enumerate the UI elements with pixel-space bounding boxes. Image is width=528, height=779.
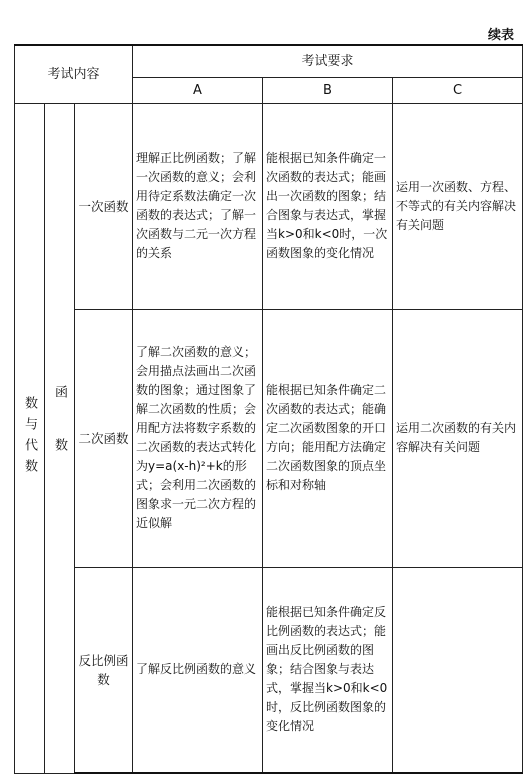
continued-label: 续表	[487, 28, 514, 43]
header-requirements: 考试要求	[133, 45, 523, 77]
level-b-cell: 能根据已知条件确定反比例函数的表达式；能画出反比例函数的图象；结合图象与表达式，掌握当k>0和k<0时，反比例函数图象的变化情况	[263, 567, 393, 773]
topic-cell: 二次函数	[75, 309, 133, 567]
subcategory-cell	[45, 103, 75, 773]
level-a-cell: 理解正比例函数；了解一次函数的意义；会利用待定系数法确定一次函数的表达式；了解一次函数与二元一次方程的关系	[133, 103, 263, 309]
table-row	[15, 567, 523, 773]
header-level-b: B	[263, 77, 393, 103]
level-b-cell: 能根据已知条件确定一次函数的表达式；能画出一次函数的图象；结合图象与表达式，掌握当k>0和k<0时，一次函数图象的变化情况	[263, 103, 393, 309]
level-a-cell: 了解二次函数的意义；会用描点法画出二次函数的图象；通过图象了解二次函数的性质；会用配方法将数字系数的二次函数的表达式转化为y=a(x-h)²+k的形式；会利用二次函数的图象求一元二次方程的近似解	[133, 309, 263, 567]
level-b-cell: 能根据已知条件确定二次函数的表达式；能确定二次函数图象的开口方向；能用配方法确定二次函数图象的顶点坐标和对称轴	[263, 309, 393, 567]
table-row	[15, 309, 523, 567]
header-level-a: A	[133, 77, 263, 103]
table-row	[15, 103, 523, 309]
level-a-cell: 了解反比例函数的意义	[133, 567, 263, 773]
header-row-1	[15, 45, 523, 77]
level-c-cell: 运用二次函数的有关内容解决有关问题	[393, 309, 523, 567]
category-cell	[15, 103, 45, 773]
level-c-cell	[393, 567, 523, 773]
header-level-c: C	[393, 77, 523, 103]
header-content: 考试内容	[15, 45, 133, 103]
level-c-cell: 运用一次函数、方程、不等式的有关内容解决有关问题	[393, 103, 523, 309]
topic-cell: 反比例函数	[75, 567, 133, 773]
exam-requirements-table	[14, 44, 523, 774]
category-label: 数与代数	[22, 396, 37, 480]
topic-cell: 一次函数	[75, 103, 133, 309]
subcategory-label: 函数	[52, 385, 67, 491]
